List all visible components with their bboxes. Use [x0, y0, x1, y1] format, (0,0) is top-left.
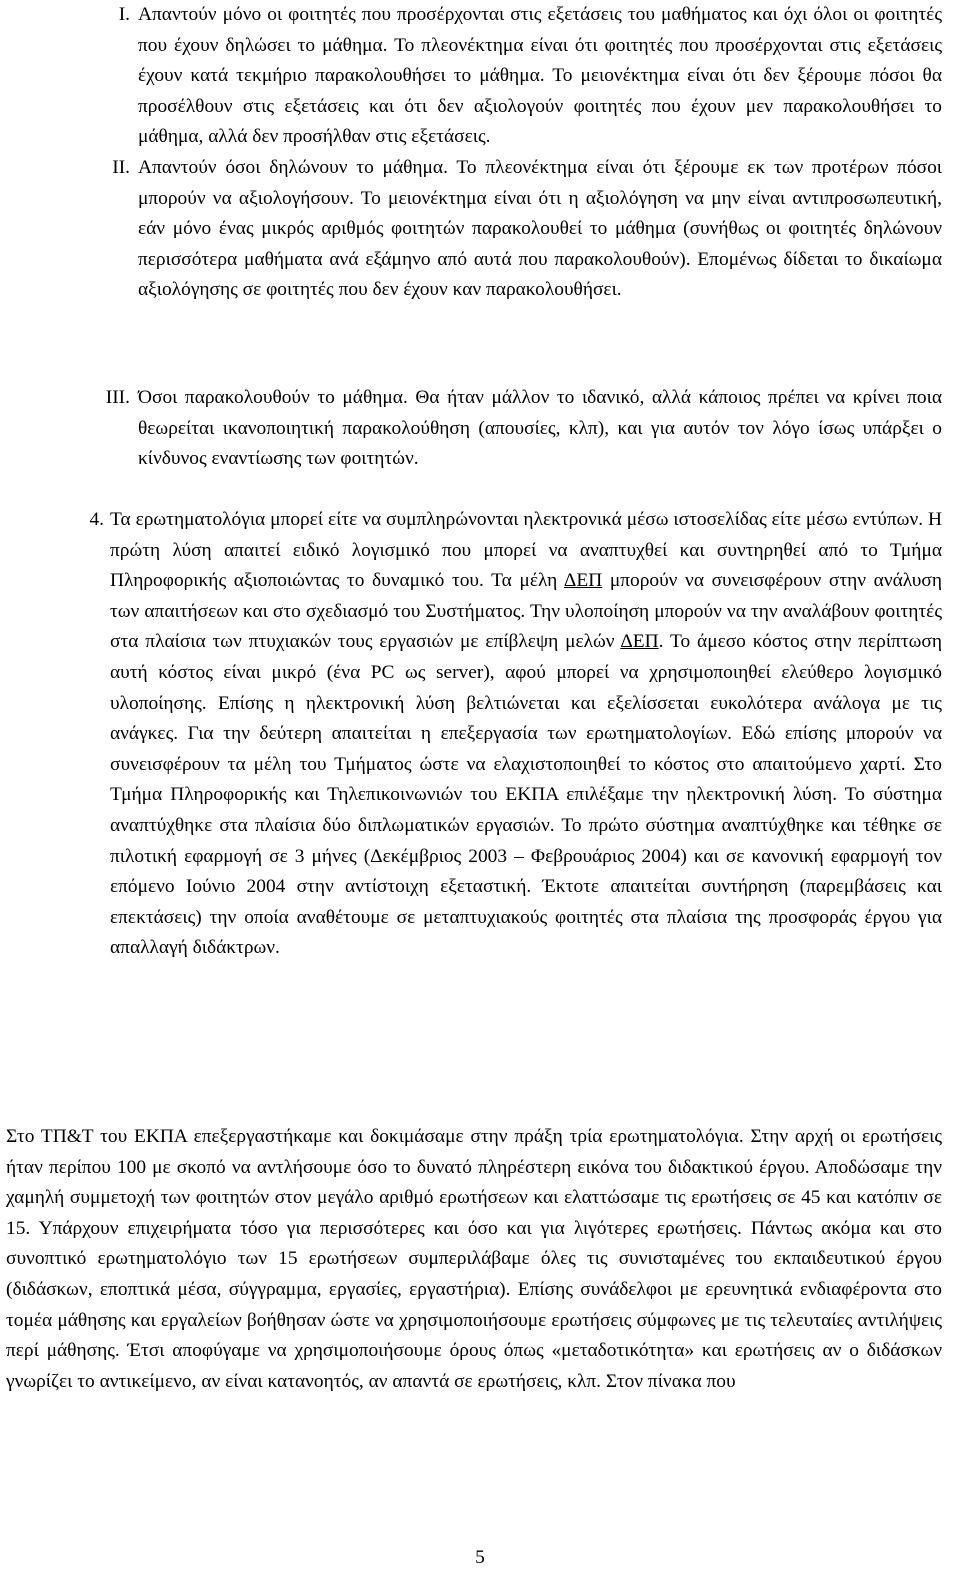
list-item-text: Όσοι παρακολουθούν το μάθημα. Θα ήταν μάλλον το ιδανικό, αλλά κάποιος πρέπει να κρίνει ποια θεωρείται ικανοποιητική παρακολούθηση (απουσίες, κλπ), και για αυτόν τον λόγο ίσως υπάρξει ο κίνδυνος εναντίωσης των φοιτητών.: [138, 387, 942, 470]
body-paragraph: Στο ΤΠ&Τ του ΕΚΠΑ επεξεργαστήκαμε και δοκιμάσαμε στην πράξη τρία ερωτηματολόγια. Στην αρχή οι ερωτήσεις ήταν περίπου 100 με σκοπό να αντλήσουμε όσο το δυνατό πληρέστερη εικόνα του διδακτικού έργου. Αποδώσαμε την χαμηλή συμμετοχή των φοιτητών στον μεγάλο αριθμό ερωτήσεων και ελαττώσαμε τις ερωτήσεις σε 45 και κατόπιν σε 15. Υπάρχουν επιχειρήματα τόσο για περισσότερες και όσο και για λιγότερες ερωτήσεις. Πάντως ακόμα και στο συνοπτικό ερωτηματολόγιο των 15 ερωτήσεων συμπεριλάβαμε όλες τις συνισταμένες του εκπαιδευτικού έργου (διδάσκων, εποπτικά μέσα, σύγγραμμα, εργασίες, εργαστήρια). Επίσης συνάδελφοι με ερευνητικά ενδιαφέροντα στο τομέα μάθησης και εργαλείων βοήθησαν ώστε να χρησιμοποιήσουμε ερωτήσεις σύμφωνες με τις τελευταίες αντιλήψεις περί μάθησης. Έτσι αποφύγαμε να χρησιμοποιήσουμε όρους όπως «μεταδοτικότητα» και ερωτήσεις αν ο διδάσκων γνωρίζει το αντικείμενο, αν είναι κατανοητός, αν απαντά σε ερωτήσεις, κλπ. Στον πίνακα που: [6, 1126, 942, 1392]
list-item-roman-3: [105, 383, 942, 475]
text-segment: μπορούν να συνεισφέρουν στην ανάλυση των απαιτήσεων και στο σχεδιασμό του Συστήματος. Την υλοποίηση μπορούν να την αναλάβουν φοιτητές στα πλαίσια των πτυχιακών τους εργασιών με επίβλεψη μελών: [110, 570, 942, 653]
underlined-term: ΔΕΠ: [620, 631, 659, 653]
text-segment: Τα ερωτηματολόγια μπορεί είτε να συμπληρώνονται ηλεκτρονικά μέσω ιστοσελίδας είτε μέσω εντύπων. Η πρώτη λύση απαιτεί ειδικό λογισμικό που μπορεί να αναπτυχθεί και συντηρηθεί από το Τμήμα Πληροφορικής αξιοποιώντας το δυναμικό του. Τα μέλη: [110, 509, 942, 592]
text-segment: . Το άμεσο κόστος στην περίπτωση αυτή κόστος είναι μικρό (ένα PC ως server), αφού μπορεί να χρησιμοποιηθεί ελεύθερο λογισμικό υλοποίησης. Επίσης η ηλεκτρονική λύση βελτιώνεται και εξελίσσεται ευκολότερα ανάλογα με τις ανάγκες. Για την δεύτερη απαιτείται η επεξεργασία των ερωτηματολογίων. Εδώ επίσης μπορούν να συνεισφέρουν τα μέλη του Τμήματος ώστε να ελαχιστοποιηθεί το κόστος στο απαιτούμενο χαρτί. Στο Τμήμα Πληροφορικής και Τηλεπικοινωνιών του ΕΚΠΑ επιλέξαμε την ηλεκτρονική λύση. Το σύστημα αναπτύχθηκε στα πλαίσια δύο διπλωματικών εργασιών. Το πρώτο σύστημα αναπτύχθηκε και τέθηκε σε πιλοτική εφαρμογή σε 3 μήνες (Δεκέμβριος 2003 – Φεβρουάριος 2004) και σε κανονική εφαρμογή τον επόμενο Ιούνιο 2004 στην αντίστοιχη εξεταστική. Έκτοτε απαιτείται συντήρηση (παρεμβάσεις και επεκτάσεις) την οποία αναθέτουμε σε μεταπτυχιακούς φοιτητές στα πλαίσια της προσφοράς έργου για απαλλαγή διδάκτρων.: [110, 631, 942, 959]
list-item-text: Απαντούν όσοι δηλώνουν το μάθημα. Το πλεονέκτημα είναι ότι ξέρουμε εκ των προτέρων πόσοι μπορούν να αξιολογήσουν. Το μειονέκτημα είναι ότι η αξιολόγηση να μην είναι αντιπροσωπευτική, εάν μόνο ένας μικρός αριθμός φοιτητών παρακολουθεί το μάθημα (συνήθως οι φοιτητές δηλώνουν περισσότερα μαθήματα ανά εξάμηνο από αυτά που παρακολουθούν). Επομένως δίδεται το δικαίωμα αξιολόγησης σε φοιτητές που δεν έχουν καν παρακολουθήσει.: [138, 157, 942, 301]
list-item-4: [89, 505, 942, 964]
list-number: III.: [105, 387, 130, 408]
list-item-roman-2: [112, 153, 942, 306]
list-item-text: Απαντούν μόνο οι φοιτητές που προσέρχονται στις εξετάσεις του μαθήματος και όχι όλοι οι φοιτητές που έχουν δηλώσει το μάθημα. Το πλεονέκτημα είναι ότι φοιτητές που προσέρχονται στις εξετάσεις έχουν κατά τεκμήριο παρακολουθήσει το μάθημα. Το μειονέκτημα είναι ότι δεν ξέρουμε πόσοι θα προσέλθουν στις εξετάσεις και ότι δεν αξιολογούν φοιτητές που έχουν μεν παρακολουθήσει το μάθημα, αλλά δεν προσήλθαν στις εξετάσεις.: [138, 4, 942, 148]
list-number: I.: [118, 4, 130, 25]
list-number: 4.: [89, 509, 104, 530]
list-item-roman-1: [118, 0, 942, 153]
list-item-text: [110, 509, 942, 958]
underlined-term: ΔΕΠ: [563, 570, 603, 592]
list-number: II.: [112, 157, 130, 178]
page-number: 5: [475, 1547, 485, 1568]
